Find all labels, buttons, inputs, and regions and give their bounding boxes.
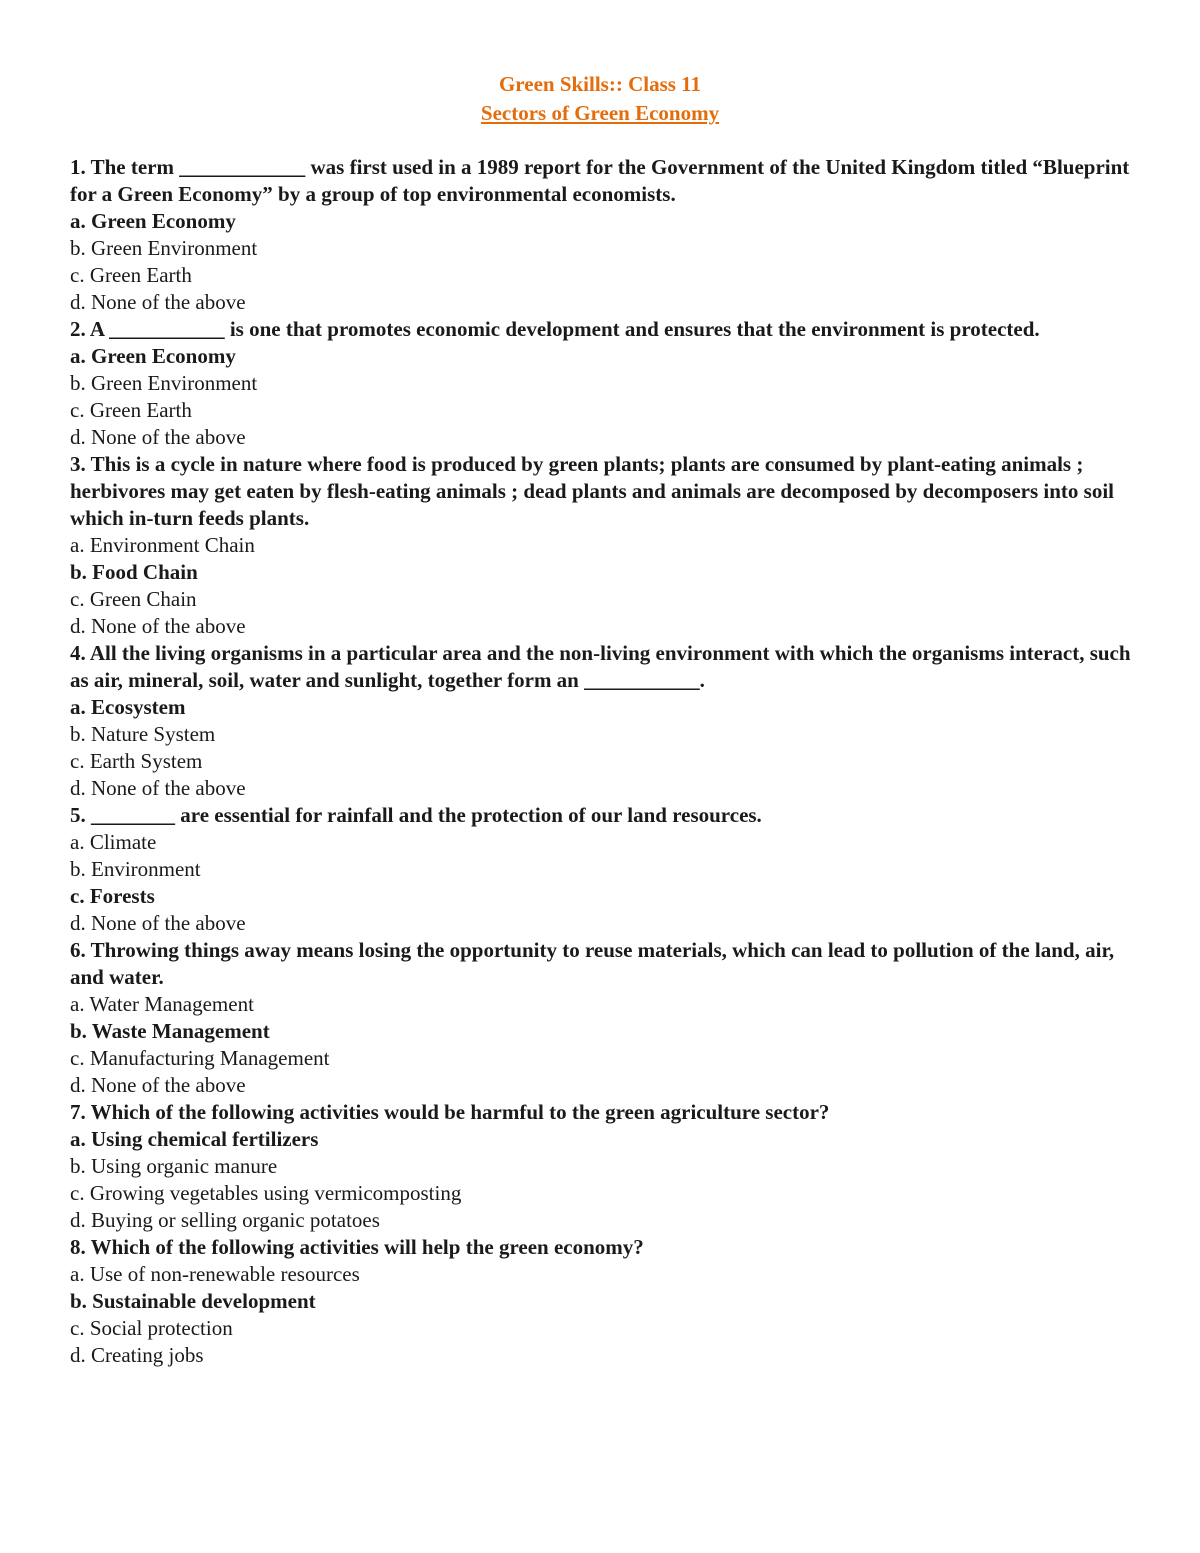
question-list (70, 154, 1135, 1369)
option-correct: c. Forests (70, 884, 155, 908)
option: a. Environment Chain (70, 533, 255, 557)
document-header (0, 70, 1200, 128)
option-correct: a. Using chemical fertilizers (70, 1127, 319, 1151)
option: d. None of the above (70, 776, 246, 800)
option-correct: a. Ecosystem (70, 695, 186, 719)
question-text: 6. Throwing things away means losing the opportunity to reuse materials, which can lead to pollution of the land, air, and water. (70, 938, 1115, 989)
option: d. Creating jobs (70, 1343, 204, 1367)
option: c. Green Earth (70, 398, 192, 422)
option: a. Climate (70, 830, 157, 854)
option: b. Green Environment (70, 371, 258, 395)
question-5 (70, 802, 1135, 937)
page-title: Green Skills:: Class 11 (498, 72, 702, 96)
page-subtitle: Sectors of Green Economy (480, 101, 720, 125)
question-text: 7. Which of the following activities would be harmful to the green agriculture sector? (70, 1100, 830, 1124)
question-4 (70, 640, 1135, 802)
option: b. Environment (70, 857, 201, 881)
question-3 (70, 451, 1135, 640)
option: c. Social protection (70, 1316, 233, 1340)
option-correct: b. Food Chain (70, 560, 198, 584)
option: c. Green Earth (70, 263, 192, 287)
option-correct: a. Green Economy (70, 209, 236, 233)
question-text: 8. Which of the following activities will help the green economy? (70, 1235, 644, 1259)
option-correct: b. Waste Management (70, 1019, 270, 1043)
option: d. Buying or selling organic potatoes (70, 1208, 380, 1232)
option: d. None of the above (70, 1073, 246, 1097)
question-text: 4. All the living organisms in a particular area and the non-living environment with which the organisms interact, such as air, mineral, soil, water and sunlight, together form an ___________. (70, 641, 1131, 692)
question-text: 5. ________ are essential for rainfall and the protection of our land resources. (70, 803, 762, 827)
question-8 (70, 1234, 1135, 1369)
option: d. None of the above (70, 290, 246, 314)
question-text: 3. This is a cycle in nature where food is produced by green plants; plants are consumed by plant-eating animals ; herbivores may get eaten by flesh-eating animals ; dead plants and animals are decomposed by decomposers into soil which in-turn feeds plants. (70, 452, 1114, 530)
option-correct: a. Green Economy (70, 344, 236, 368)
option: d. None of the above (70, 911, 246, 935)
option: c. Manufacturing Management (70, 1046, 330, 1070)
question-text: 1. The term ____________ was first used in a 1989 report for the Government of the United Kingdom titled “Blueprint for a Green Economy” by a group of top environmental economists. (70, 155, 1130, 206)
option: c. Green Chain (70, 587, 197, 611)
option: c. Growing vegetables using vermicomposting (70, 1181, 462, 1205)
option-correct: b. Sustainable development (70, 1289, 316, 1313)
question-1 (70, 154, 1135, 316)
option: b. Using organic manure (70, 1154, 278, 1178)
option: c. Earth System (70, 749, 203, 773)
question-text: 2. A ___________ is one that promotes economic development and ensures that the environment is protected. (70, 317, 1040, 341)
question-7 (70, 1099, 1135, 1234)
question-2 (70, 316, 1135, 451)
option: a. Use of non-renewable resources (70, 1262, 360, 1286)
question-6 (70, 937, 1135, 1099)
option: b. Green Environment (70, 236, 258, 260)
option: b. Nature System (70, 722, 216, 746)
option: d. None of the above (70, 614, 246, 638)
option: d. None of the above (70, 425, 246, 449)
option: a. Water Management (70, 992, 254, 1016)
